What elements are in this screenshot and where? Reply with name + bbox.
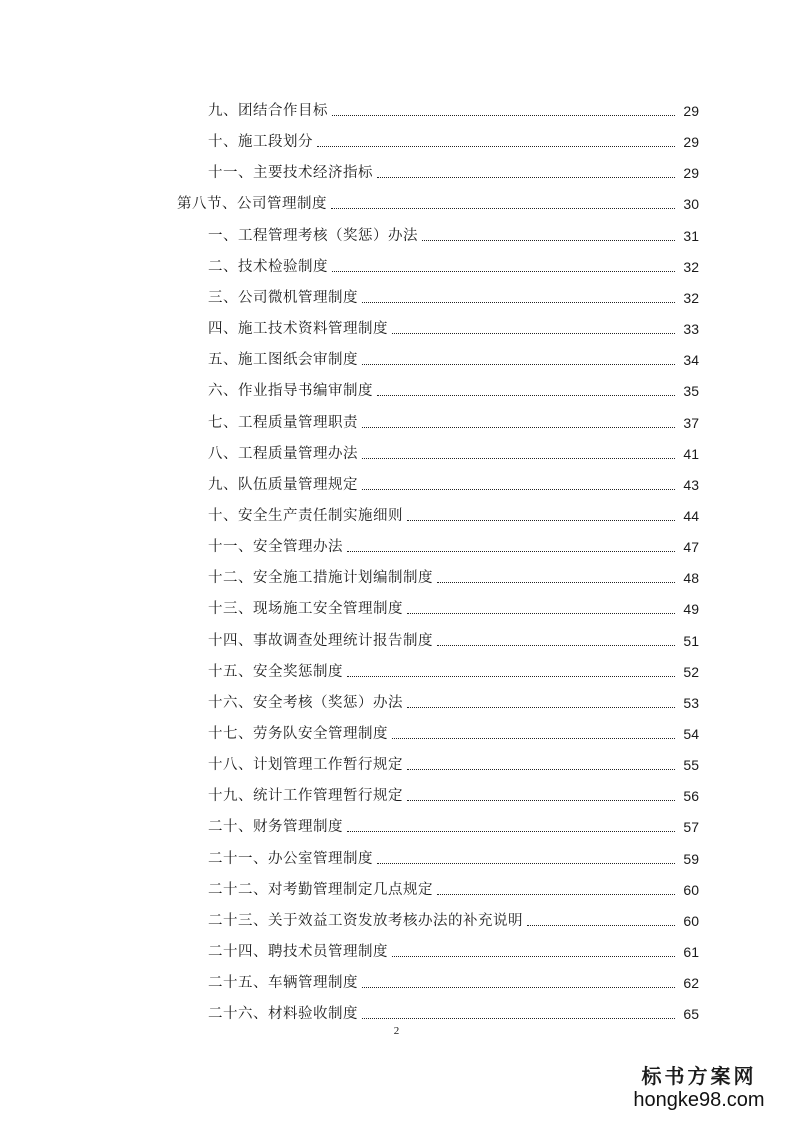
toc-entry-label: 六、作业指导书编审制度 <box>208 382 377 400</box>
page-number: 2 <box>393 1025 400 1037</box>
toc-entry-label: 十七、劳务队安全管理制度 <box>208 725 392 743</box>
toc-entry[interactable] <box>208 463 699 494</box>
watermark-url: hongke98.com <box>633 1089 765 1111</box>
toc-entry[interactable] <box>208 338 699 369</box>
toc-dot-leader <box>362 987 675 988</box>
toc-dot-leader <box>392 956 675 957</box>
toc-dot-leader <box>362 458 675 459</box>
toc-dot-leader <box>377 863 675 864</box>
toc-entry-page: 30 <box>683 196 699 213</box>
toc-entry-page: 44 <box>683 507 699 524</box>
toc-entry-label: 十二、安全施工措施计划编制制度 <box>208 569 437 587</box>
toc-entry-page: 53 <box>683 694 699 711</box>
toc-entry-page: 61 <box>683 944 699 961</box>
toc-dot-leader <box>437 894 675 895</box>
toc-entry[interactable] <box>208 120 699 151</box>
toc-dot-leader <box>422 240 675 241</box>
toc-entry-page: 47 <box>683 539 699 556</box>
toc-dot-leader <box>362 427 675 428</box>
toc-entry-page: 52 <box>683 663 699 680</box>
toc-entry-page: 48 <box>683 570 699 587</box>
toc-dot-leader <box>347 831 675 832</box>
toc-entry-label: 十、安全生产责任制实施细则 <box>208 507 407 525</box>
toc-dot-leader <box>317 146 675 147</box>
toc-entry-label: 八、工程质量管理办法 <box>208 445 362 463</box>
toc-dot-leader <box>527 925 675 926</box>
toc-entry-page: 33 <box>683 321 699 338</box>
toc-dot-leader <box>407 707 675 708</box>
toc-entry[interactable] <box>208 899 699 930</box>
toc-entry-page: 56 <box>683 788 699 805</box>
toc-entry-label: 二十二、对考勤管理制定几点规定 <box>208 881 437 899</box>
watermark <box>619 1064 779 1112</box>
toc-entry[interactable] <box>177 182 699 213</box>
toc-entry-page: 29 <box>683 134 699 151</box>
toc-dot-leader <box>392 333 675 334</box>
toc-entry[interactable] <box>208 245 699 276</box>
toc-entry-page: 37 <box>683 414 699 431</box>
toc-entry[interactable] <box>208 681 699 712</box>
toc-dot-leader <box>407 613 675 614</box>
toc-entry-label: 十五、安全奖惩制度 <box>208 663 347 681</box>
toc-entry-page: 32 <box>683 258 699 275</box>
toc-entry-page: 34 <box>683 352 699 369</box>
toc-entry-label: 十六、安全考核（奖惩）办法 <box>208 694 407 712</box>
toc-entry-label: 十九、统计工作管理暂行规定 <box>208 787 407 805</box>
toc-entry-label: 一、工程管理考核（奖惩）办法 <box>208 227 422 245</box>
toc-entry[interactable] <box>208 650 699 681</box>
toc-entry-page: 59 <box>683 850 699 867</box>
toc-entry-page: 65 <box>683 1006 699 1023</box>
toc-dot-leader <box>362 302 675 303</box>
toc-entry[interactable] <box>208 712 699 743</box>
toc-entry-label: 二、技术检验制度 <box>208 258 332 276</box>
toc-dot-leader <box>377 177 675 178</box>
toc-dot-leader <box>437 645 675 646</box>
toc-dot-leader <box>377 395 675 396</box>
toc-entry-label: 三、公司微机管理制度 <box>208 289 362 307</box>
toc-entry[interactable] <box>208 587 699 618</box>
toc-dot-leader <box>392 738 675 739</box>
toc-entry-label: 十八、计划管理工作暂行规定 <box>208 756 407 774</box>
toc-entry[interactable] <box>208 525 699 556</box>
toc-entry-page: 49 <box>683 601 699 618</box>
toc-entry[interactable] <box>208 432 699 463</box>
toc-entry-page: 31 <box>683 227 699 244</box>
toc-entry-page: 55 <box>683 757 699 774</box>
toc-entry[interactable] <box>208 837 699 868</box>
toc-entry-page: 29 <box>683 165 699 182</box>
toc-dot-leader <box>362 1018 675 1019</box>
toc-entry[interactable] <box>208 276 699 307</box>
toc-dot-leader <box>347 551 675 552</box>
toc-entry-page: 60 <box>683 912 699 929</box>
toc-entry[interactable] <box>208 89 699 120</box>
toc-entry-page: 35 <box>683 383 699 400</box>
toc-dot-leader <box>332 115 675 116</box>
toc-entry-page: 29 <box>683 103 699 119</box>
toc-entry[interactable] <box>208 494 699 525</box>
toc-entry-page: 54 <box>683 726 699 742</box>
toc-entry-label: 二十六、材料验收制度 <box>208 1005 362 1023</box>
toc-entry-label: 七、工程质量管理职责 <box>208 414 362 432</box>
toc-entry-label: 九、团结合作目标 <box>208 102 332 120</box>
toc-entry-label: 第八节、公司管理制度 <box>177 195 331 213</box>
toc-entry[interactable] <box>208 619 699 650</box>
toc-entry[interactable] <box>208 214 699 245</box>
toc-entry-label: 十、施工段划分 <box>208 133 317 151</box>
toc-entry-page: 32 <box>683 289 699 306</box>
toc-entry[interactable] <box>208 805 699 836</box>
toc-entry[interactable] <box>208 868 699 899</box>
toc-entry[interactable] <box>208 992 699 1023</box>
toc-entry-page: 51 <box>683 632 699 649</box>
toc-dot-leader <box>407 769 675 770</box>
toc-entry-page: 43 <box>683 476 699 493</box>
toc-entry-label: 二十三、关于效益工资发放考核办法的补充说明 <box>208 912 527 930</box>
toc-entry-label: 四、施工技术资料管理制度 <box>208 320 392 338</box>
toc-entry-label: 十四、事故调查处理统计报告制度 <box>208 632 437 650</box>
toc-entry[interactable] <box>208 151 699 182</box>
watermark-chinese: 标书方案网 <box>641 1064 757 1088</box>
toc-entry[interactable] <box>208 961 699 992</box>
toc-entry-label: 十一、安全管理办法 <box>208 538 347 556</box>
toc-entry[interactable] <box>208 774 699 805</box>
toc-dot-leader <box>332 271 675 272</box>
toc-entry-label: 二十五、车辆管理制度 <box>208 974 362 992</box>
toc-entry[interactable] <box>208 743 699 774</box>
toc-entry-label: 九、队伍质量管理规定 <box>208 476 362 494</box>
toc-entry-label: 二十一、办公室管理制度 <box>208 850 377 868</box>
toc-entry[interactable] <box>208 369 699 400</box>
toc-dot-leader <box>407 520 675 521</box>
toc-entry-label: 十一、主要技术经济指标 <box>208 164 377 182</box>
toc-entry[interactable] <box>208 556 699 587</box>
toc-entry-page: 57 <box>683 819 699 836</box>
toc-entry-page: 60 <box>683 881 699 898</box>
toc-entry[interactable] <box>208 401 699 432</box>
toc-entry-page: 62 <box>683 975 699 992</box>
toc-entry[interactable] <box>208 307 699 338</box>
toc-dot-leader <box>362 364 675 365</box>
toc-dot-leader <box>331 208 675 209</box>
toc-dot-leader <box>362 489 675 490</box>
toc-dot-leader <box>347 676 675 677</box>
toc-entry-label: 二十、财务管理制度 <box>208 818 347 836</box>
toc-entry[interactable] <box>208 930 699 961</box>
toc-dot-leader <box>437 582 675 583</box>
toc-dot-leader <box>407 800 675 801</box>
toc-entry-label: 十三、现场施工安全管理制度 <box>208 600 407 618</box>
toc-entry-page: 41 <box>683 445 699 462</box>
toc-entry-label: 二十四、聘技术员管理制度 <box>208 943 392 961</box>
toc-entry-label: 五、施工图纸会审制度 <box>208 351 362 369</box>
